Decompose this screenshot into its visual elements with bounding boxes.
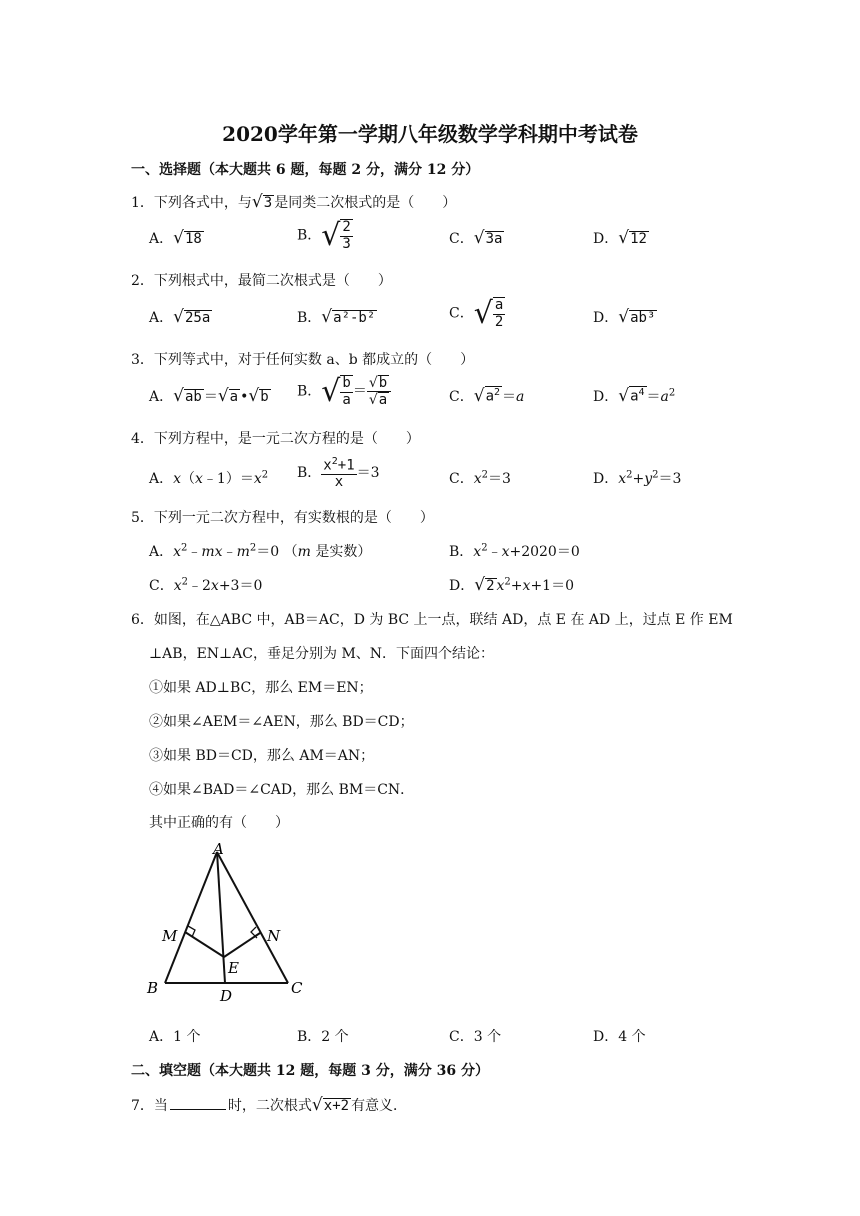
q6-conclusion-2: ②如果∠AEM＝∠AEN，那么 BD＝CD； [149, 714, 414, 730]
q1-option-a: A．√18 [149, 228, 202, 248]
q2-option-d: D．√ab³ [593, 307, 656, 327]
q5-option-a: A．$x^2﹣mx﹣m^2=0$ （m 是实数） [149, 542, 372, 560]
question-5: 5．下列一元二次方程中，有实数根的是（ ） [131, 510, 434, 526]
q4-option-c: C．$x^2=3$ [449, 469, 511, 487]
question-1: 1．下列各式中，与√3 是同类二次根式的是（ ） [131, 192, 457, 212]
q6-option-c: C．3 个 [449, 1029, 502, 1045]
question-6-line1: 6．如图，在△ABC 中，AB＝AC，D 为 BC 上一点，联结 AD，点 E 在 AD 上，过点 E 作 EM [131, 612, 733, 628]
triangle-figure [140, 840, 320, 1008]
q3-option-a: A．√ab ＝√a •√b [149, 386, 269, 406]
q6-conclusion-1: ①如果 AD⊥BC，那么 EM＝EN； [149, 680, 373, 696]
q5-option-c: C．$x^2﹣2x+3=0$ [149, 576, 263, 594]
segment-em [185, 932, 224, 957]
answer-blank[interactable] [170, 1097, 226, 1110]
q6-option-a: A．1 个 [149, 1029, 201, 1045]
question-3: 3．下列等式中，对于任何实数 a、b 都成立的（ ） [131, 352, 475, 368]
q2-option-b: B．√a²-b² [297, 307, 376, 327]
q3-option-b: B．√ $\frac{b}{a}$ ＝ $\frac{√b}{√a}$ [297, 374, 391, 409]
section-heading-fill: 二、填空题（本大题共 12 题，每题 3 分，满分 36 分） [131, 1063, 489, 1079]
question-4: 4．下列方程中，是一元二次方程的是（ ） [131, 431, 420, 447]
page-title: 2020学年第一学期八年级数学学科期中考试卷 [222, 122, 638, 146]
q4-option-d: D．$x^2+y^2=3$ [593, 469, 682, 487]
q3-option-c: C．$√a^2 =a$ [449, 386, 525, 406]
segment-ad [217, 852, 225, 983]
q5-option-d: D．√2 $x^2+x+1=0$ [449, 575, 574, 595]
q6-option-d: D．4 个 [593, 1029, 646, 1045]
q4-option-b: B． $\frac{x^2+1}{x}$ ＝3 [297, 456, 380, 491]
q2-option-a: A．√25a [149, 307, 211, 327]
label-b: B [147, 979, 159, 997]
question-6-line2: ⊥AB，EN⊥AC，垂足分别为 M、N．下面四个结论： [149, 646, 495, 662]
label-n: N [267, 927, 281, 945]
q3-option-d: D．$√a^4 =a^2$ [593, 386, 676, 406]
q1-option-c: C．√3a [449, 228, 503, 248]
q6-option-b: B．2 个 [297, 1029, 349, 1045]
label-a: A [213, 840, 224, 858]
label-e: E [228, 959, 239, 977]
question-2: 2．下列根式中，最简二次根式是（ ） [131, 273, 392, 289]
q5-option-b: B．$x^2﹣x+2020=0$ [449, 542, 580, 560]
q6-conclusion-3: ③如果 BD＝CD，那么 AM＝AN； [149, 748, 375, 764]
question-7: 7．当 时，二次根式√x+2 有意义． [131, 1095, 408, 1115]
q6-ask: 其中正确的有（ ） [149, 815, 289, 831]
q2-option-c: C．√ $\frac{a}{2}$ [449, 296, 504, 331]
label-m: M [162, 927, 178, 945]
q1-option-b: B．√ $\frac{2}{3}$ [297, 218, 351, 253]
segment-en [224, 933, 260, 957]
side-ab [165, 852, 217, 983]
label-c: C [291, 979, 303, 997]
q4-option-a: A．$x(x﹣1)=x^2$ [149, 469, 269, 487]
q1-option-d: D．√12 [593, 228, 647, 248]
label-d: D [220, 987, 233, 1005]
q6-conclusion-4: ④如果∠BAD＝∠CAD，那么 BM＝CN． [149, 782, 415, 798]
section-heading-choice: 一、选择题（本大题共 6 题，每题 2 分，满分 12 分） [131, 162, 480, 178]
